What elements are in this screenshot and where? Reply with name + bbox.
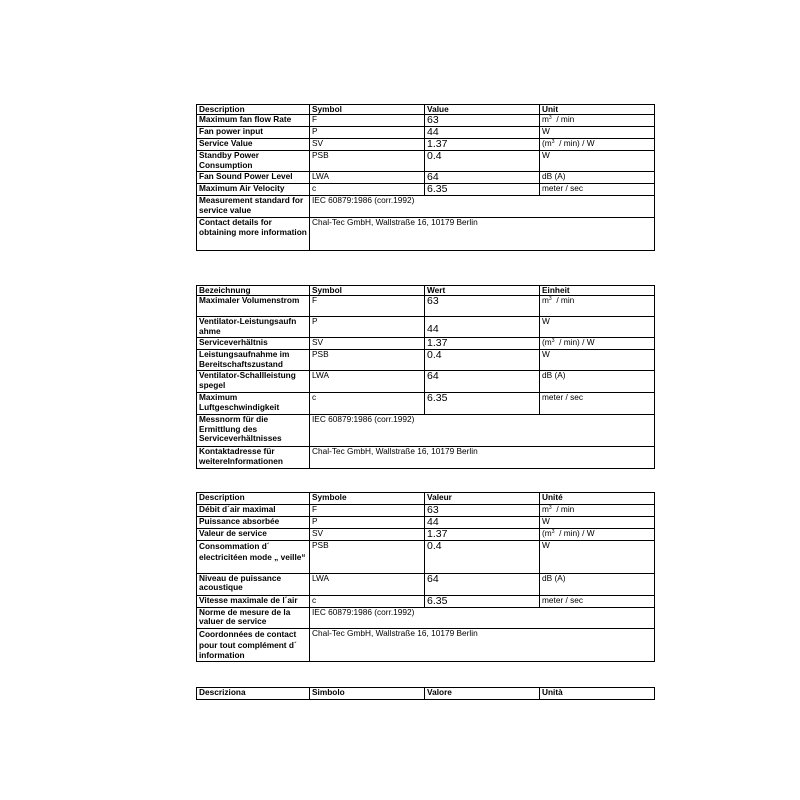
spec-table-en: [196, 104, 655, 251]
row-unit: dB (A): [540, 172, 655, 184]
row-symbol: c: [310, 393, 425, 415]
row-value: 64: [425, 172, 540, 184]
measurement-standard: IEC 60879:1986 (corr.1992): [310, 608, 655, 629]
row-symbol: SV: [310, 139, 425, 151]
row-unit: W: [540, 541, 655, 574]
row-label: Serviceverhältnis: [197, 338, 310, 350]
row-symbol: PSB: [310, 151, 425, 172]
row-symbol: P: [310, 517, 425, 529]
table-row: [197, 218, 655, 251]
row-symbol: F: [310, 296, 425, 317]
spec-table-de: [196, 285, 655, 469]
row-unit: W: [540, 517, 655, 529]
row-value: 6.35: [425, 393, 540, 415]
header-description: Description: [197, 105, 310, 115]
table-row: [197, 196, 655, 218]
row-value: 63: [425, 115, 540, 127]
row-label: Coordonnées de contact pour tout complément d´ information: [197, 629, 310, 662]
row-label: Leistungsaufnahme im Bereitschaftszustand: [197, 350, 310, 371]
row-unit: $m^3$ / min: [540, 115, 655, 127]
table-row: [197, 296, 655, 317]
contact-details: Chal-Tec GmbH, Wallstraße 16, 10179 Berlin: [310, 218, 655, 251]
row-value: 64: [425, 574, 540, 596]
row-label: Consommation d´ electricitéen mode „ veille“: [197, 541, 310, 574]
row-unit: $(m^3 / \min)$ / W: [540, 139, 655, 151]
row-value: 44: [425, 517, 540, 529]
row-unit: $(m^3 / \min)$ / W: [540, 338, 655, 350]
row-label: Fan Sound Power Level: [197, 172, 310, 184]
table-header-row: [197, 286, 655, 296]
table-row: [197, 447, 655, 469]
row-value: 44: [425, 127, 540, 139]
row-value: 63: [425, 505, 540, 517]
table-row: [197, 172, 655, 184]
header-value: Wert: [425, 286, 540, 296]
row-label: Vitesse maximale de l´air: [197, 596, 310, 608]
measurement-standard: IEC 60879:1986 (corr.1992): [310, 415, 655, 447]
table-row: [197, 151, 655, 172]
row-unit: meter / sec: [540, 393, 655, 415]
row-value: 1.37: [425, 139, 540, 151]
table-row: [197, 127, 655, 139]
table-row: [197, 505, 655, 517]
row-value: 63: [425, 296, 540, 317]
header-value: Valeur: [425, 493, 540, 505]
row-symbol: LWA: [310, 371, 425, 393]
row-value: 64: [425, 371, 540, 393]
table-row: [197, 608, 655, 629]
table-header-row: [197, 493, 655, 505]
row-value: 0.4: [425, 151, 540, 172]
row-unit: W: [540, 127, 655, 139]
row-value: 1.37: [425, 529, 540, 541]
row-label: Kontaktadresse für weitereInformationen: [197, 447, 310, 469]
row-unit: $m^3$ / min: [540, 296, 655, 317]
row-symbol: LWA: [310, 574, 425, 596]
row-label: Valeur de service: [197, 529, 310, 541]
row-symbol: LWA: [310, 172, 425, 184]
row-symbol: SV: [310, 338, 425, 350]
row-symbol: c: [310, 184, 425, 196]
table-row: [197, 629, 655, 662]
table-row: [197, 139, 655, 151]
row-label: Maximum Luftgeschwindigkeit: [197, 393, 310, 415]
row-symbol: P: [310, 317, 425, 338]
table-row: [197, 529, 655, 541]
spec-table-fr: [196, 492, 655, 662]
row-label: Measurement standard for service value: [197, 196, 310, 218]
row-unit: meter / sec: [540, 596, 655, 608]
header-unit: Unità: [540, 688, 655, 700]
table-row: [197, 338, 655, 350]
row-label: Niveau de puissance acoustique: [197, 574, 310, 596]
row-label: Norme de mesure de la valuer de service: [197, 608, 310, 629]
table-row: [197, 184, 655, 196]
table-row: [197, 115, 655, 127]
header-symbol: Symbol: [310, 105, 425, 115]
table-row: [197, 596, 655, 608]
row-symbol: F: [310, 505, 425, 517]
row-label: Contact details for obtaining more information: [197, 218, 310, 251]
row-symbol: PSB: [310, 350, 425, 371]
row-label: Ventilator-Leistungsaufn ahme: [197, 317, 310, 338]
row-symbol: PSB: [310, 541, 425, 574]
table-row: [197, 371, 655, 393]
table-row: [197, 415, 655, 447]
measurement-standard: IEC 60879:1986 (corr.1992): [310, 196, 655, 218]
row-label: Maximaler Volumenstrom: [197, 296, 310, 317]
row-label: Puissance absorbée: [197, 517, 310, 529]
header-description: Description: [197, 493, 310, 505]
table-row: [197, 517, 655, 529]
spec-table-it: [196, 687, 655, 700]
row-value: 6.35: [425, 596, 540, 608]
row-label: Maximum Air Velocity: [197, 184, 310, 196]
row-value: 1.37: [425, 338, 540, 350]
row-unit: W: [540, 317, 655, 338]
contact-details: Chal-Tec GmbH, Wallstraße 16, 10179 Berlin: [310, 629, 655, 662]
header-symbol: Symbol: [310, 286, 425, 296]
table-header-row: [197, 105, 655, 115]
row-value: 6.35: [425, 184, 540, 196]
header-unit: Unit: [540, 105, 655, 115]
table-row: [197, 541, 655, 574]
row-unit: dB (A): [540, 371, 655, 393]
header-value: Valore: [425, 688, 540, 700]
row-value: 0.4: [425, 350, 540, 371]
row-unit: $m^3$ / min: [540, 505, 655, 517]
header-unit: Einheit: [540, 286, 655, 296]
row-label: Maximum fan flow Rate: [197, 115, 310, 127]
row-label: Service Value: [197, 139, 310, 151]
row-value: 44: [425, 317, 540, 338]
table-row: [197, 574, 655, 596]
header-symbol: Simbolo: [310, 688, 425, 700]
row-unit: meter / sec: [540, 184, 655, 196]
header-unit: Unité: [540, 493, 655, 505]
header-description: Descriziona: [197, 688, 310, 700]
table-header-row: [197, 688, 655, 700]
table-row: [197, 317, 655, 338]
table-row: [197, 393, 655, 415]
row-symbol: SV: [310, 529, 425, 541]
row-unit: W: [540, 151, 655, 172]
row-symbol: c: [310, 596, 425, 608]
row-label: Débit d´air maximal: [197, 505, 310, 517]
contact-details: Chal-Tec GmbH, Wallstraße 16, 10179 Berlin: [310, 447, 655, 469]
header-symbol: Symbole: [310, 493, 425, 505]
row-label: Ventilator-Schallleistung spegel: [197, 371, 310, 393]
row-label: Standby Power Consumption: [197, 151, 310, 172]
row-unit: dB (A): [540, 574, 655, 596]
row-symbol: P: [310, 127, 425, 139]
row-unit: $(m^3 / \min)$ / W: [540, 529, 655, 541]
header-value: Value: [425, 105, 540, 115]
row-value: 0.4: [425, 541, 540, 574]
row-unit: W: [540, 350, 655, 371]
table-row: [197, 350, 655, 371]
row-symbol: F: [310, 115, 425, 127]
header-description: Bezeichnung: [197, 286, 310, 296]
row-label: Messnorm für die Ermittlung des Serviceverhältnisses: [197, 415, 310, 447]
row-label: Fan power input: [197, 127, 310, 139]
